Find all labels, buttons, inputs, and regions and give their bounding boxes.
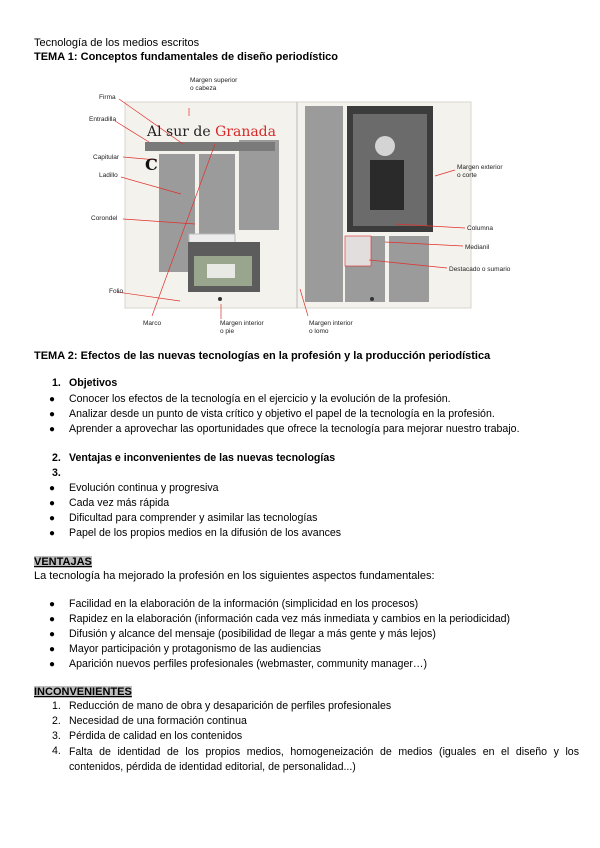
bullet-icon: ● (49, 629, 56, 640)
callout-corondel: Corondel (91, 215, 118, 222)
ventajas-list-item: Evolución continua y progresiva (69, 482, 219, 494)
inconveniente-number: 4. (52, 745, 61, 757)
headline-part-a: Al sur de (147, 124, 216, 140)
callout-folio: Folio (109, 288, 124, 295)
empty-list-number: 3. (52, 467, 61, 479)
left-folio-mark (218, 297, 222, 301)
inconveniente-item: Falta de identidad de los propios medios, homogeneización de medios (iguales en el diseño y los contenidos, pérdida de identidad editorial, de personalidad...) (69, 746, 579, 773)
objetivo-item: Analizar desde un punto de vista crítico y objetivo el papel de la tecnología en la profesión. (69, 408, 495, 420)
callout-marco: Marco (143, 320, 162, 327)
bullet-icon: ● (49, 513, 56, 524)
ventajas-section-number: 2. (52, 452, 61, 464)
headline-part-b: Granada (215, 124, 276, 140)
bullet-icon: ● (49, 409, 56, 420)
bullet-icon: ● (49, 424, 56, 435)
inconveniente-item: Pérdida de calidad en los contenidos (69, 730, 243, 742)
callout-columna: Columna (467, 225, 494, 232)
bullet-icon: ● (49, 498, 56, 509)
ventajas-heading (34, 556, 92, 569)
inconvenientes-heading (34, 686, 132, 699)
dropcap: C (145, 155, 158, 174)
destacado-box (345, 236, 371, 266)
tema1-title: TEMA 1: Conceptos fundamentales de diseño periodístico (34, 51, 338, 63)
ventajas-intro: La tecnología ha mejorado la profesión en los siguientes aspectos fundamentales: (34, 570, 435, 582)
inconveniente-number: 2. (52, 715, 61, 727)
callout-ladillo: Ladillo (99, 172, 118, 179)
callout-entradilla: Entradilla (89, 116, 117, 123)
newspaper-spread-figure (85, 77, 535, 342)
inconveniente-item: Reducción de mano de obra y desaparición de perfiles profesionales (69, 700, 392, 712)
callout-firma: Firma (99, 94, 116, 101)
photo-figure-head (375, 136, 395, 156)
callout-destacado: Destacado o sumario (449, 266, 511, 273)
callout-margen-interior-lomo: Margen interior o lomo (309, 320, 353, 335)
ventaja-item: Rapidez en la elaboración (información cada vez más inmediata y cambios en la periodicidad) (69, 613, 511, 625)
bullet-icon: ● (49, 599, 56, 610)
subject-title: Tecnología de los medios escritos (34, 37, 200, 49)
callout-medianil: Medianil (465, 244, 490, 251)
ventaja-item: Facilidad en la elaboración de la información (simplicidad en los procesos) (69, 598, 419, 610)
ventajas-list-item: Cada vez más rápida (69, 497, 170, 509)
inconvenientes-heading-text: INCONVENIENTES (34, 686, 132, 698)
objetivos-heading: Objetivos (69, 377, 118, 389)
objetivos-number: 1. (52, 377, 61, 389)
photo-figure-body (370, 160, 404, 210)
ventaja-item: Mayor participación y protagonismo de las audiencias (69, 643, 322, 655)
inconveniente-number: 3. (52, 730, 61, 742)
callout-margen-interior-pie: Margen interior o pie (220, 320, 264, 335)
callout-capitular: Capitular (93, 154, 120, 161)
spread-headline (146, 124, 276, 140)
bullet-icon: ● (49, 644, 56, 655)
ventajas-list-item: Papel de los propios medios en la difusión de los avances (69, 527, 342, 539)
ventajas-heading-text: VENTAJAS (34, 556, 92, 568)
bullet-icon: ● (49, 614, 56, 625)
bullet-icon: ● (49, 528, 56, 539)
ventajas-list-item: Dificultad para comprender y asimilar las tecnologías (69, 512, 318, 524)
callout-margen-exterior: Margen exterior o corte (457, 164, 503, 179)
bullet-icon: ● (49, 394, 56, 405)
tema2-title: TEMA 2: Efectos de las nuevas tecnologías en la profesión y la producción periodística (34, 350, 491, 362)
ventaja-item: Aparición nuevos perfiles profesionales (webmaster, community manager…) (69, 658, 427, 670)
entradilla-block (145, 142, 275, 151)
inconveniente-item: Necesidad de una formación continua (69, 715, 247, 727)
ventajas-section-heading: Ventajas e inconvenientes de las nuevas tecnologías (69, 452, 336, 464)
spread-diagram (85, 84, 535, 342)
callout-margen-superior: Margen superior o cabeza (190, 77, 238, 92)
right-folio-mark (370, 297, 374, 301)
ventaja-item: Difusión y alcance del mensaje (posibilidad de llegar a más gente y más lejos) (69, 628, 436, 640)
inconveniente-number: 1. (52, 700, 61, 712)
bullet-icon: ● (49, 483, 56, 494)
bullet-icon: ● (49, 659, 56, 670)
objetivo-item: Conocer los efectos de la tecnología en el ejercicio y la evolución de la profesión. (69, 393, 451, 405)
objetivo-item: Aprender a aprovechar las oportunidades que ofrece la tecnología para mejorar nuestro trabajo. (69, 423, 520, 435)
left-photo-house (207, 264, 235, 278)
